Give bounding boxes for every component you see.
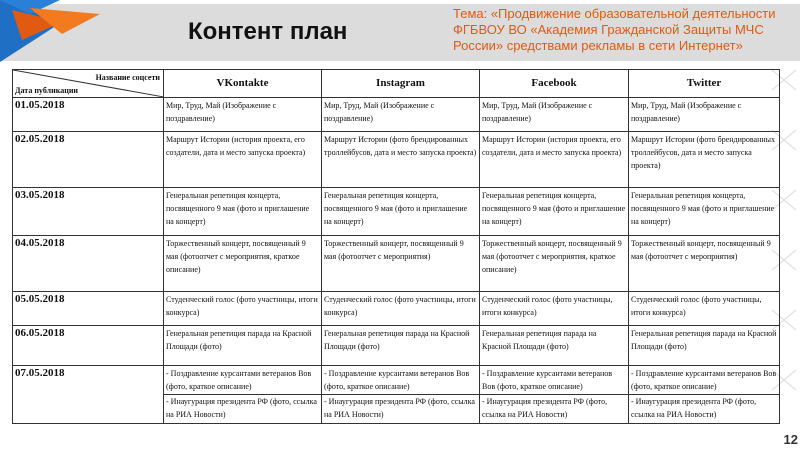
table-cell: [322, 366, 480, 424]
table-cell: [629, 366, 780, 424]
table-row: [13, 98, 780, 132]
content-plan-table: [12, 69, 780, 424]
date-cell: 06.05.2018: [13, 326, 164, 366]
table-cell: Генеральная репетиция парада на Красной Площади (фото): [629, 326, 780, 366]
social-network-label: Название соцсети: [95, 73, 160, 82]
table-cell: Маршрут Истории (фото брендированных троллейбусов, дата и место запуска проекта): [629, 132, 780, 188]
table-cell: Студенческий голос (фото участницы, итоги конкурса): [164, 292, 322, 326]
cell-item: - Инаугурация президента РФ (фото, ссылка на РИА Новости): [631, 397, 757, 419]
table-row: [13, 292, 780, 326]
column-header-vkontakte: VKontakte: [164, 70, 322, 98]
publication-date-label: Дата публикации: [15, 86, 79, 95]
page-number: 12: [783, 432, 798, 447]
table-cell: Маршрут Истории (история проекта, его создатели, дата и место запуска проекта): [164, 132, 322, 188]
table-cell: Генеральная репетиция концерта, посвященного 9 мая (фото и приглашение на концерт): [164, 188, 322, 236]
table-cell: Генеральная репетиция парада на Красной Площади (фото): [322, 326, 480, 366]
cell-item: - Инаугурация президента РФ (фото, ссылка на РИА Новости): [482, 397, 608, 419]
corner-header-cell: [13, 70, 164, 98]
table-cell: Мир, Труд, Май (Изображение с поздравление): [480, 98, 629, 132]
table-cell: Генеральная репетиция концерта, посвященного 9 мая (фото и приглашение на концерт): [480, 188, 629, 236]
table-row: [13, 326, 780, 366]
date-cell: 07.05.2018: [13, 366, 164, 424]
table-row: [13, 366, 780, 424]
table-cell: Генеральная репетиция концерта, посвященного 9 мая (фото и приглашение на концерт): [322, 188, 480, 236]
table-cell: Торжественный концерт, посвященный 9 мая (фотоотчет с мероприятия, краткое описание): [164, 236, 322, 292]
table-cell: [164, 366, 322, 424]
date-cell: 05.05.2018: [13, 292, 164, 326]
date-cell: 01.05.2018: [13, 98, 164, 132]
corner-arrow-logo: [0, 0, 100, 70]
table-cell: Генеральная репетиция парада на Красной Площади (фото): [480, 326, 629, 366]
cell-item: - Поздравление курсантами ветеранов Вов (фото, краткое описание): [480, 367, 628, 395]
table-row: [13, 236, 780, 292]
table-cell: Торжественный концерт, посвященный 9 мая (фотоотчет с мероприятия): [629, 236, 780, 292]
column-header-twitter: Twitter: [629, 70, 780, 98]
table-cell: Мир, Труд, Май (Изображение с поздравление): [629, 98, 780, 132]
cell-item: - Инаугурация президента РФ (фото, ссылка на РИА Новости): [166, 397, 317, 419]
table-cell: Мир, Труд, Май (Изображение с поздравление): [322, 98, 480, 132]
date-cell: 03.05.2018: [13, 188, 164, 236]
table-cell: Торжественный концерт, посвященный 9 мая (фотоотчет с мероприятия, краткое описание): [480, 236, 629, 292]
table-cell: Торжественный концерт, посвященный 9 мая (фотоотчет с мероприятия): [322, 236, 480, 292]
table-cell: Студенческий голос (фото участницы, итоги конкурса): [322, 292, 480, 326]
date-cell: 02.05.2018: [13, 132, 164, 188]
topic-subtitle: Тема: «Продвижение образовательной деятельности ФГБВОУ ВО «Академия Гражданской Защиты МЧС России» средствами рекламы в сети Интернет»: [453, 6, 776, 53]
table-cell: Студенческий голос (фото участницы, итоги конкурса): [480, 292, 629, 326]
page-title: Контент план: [188, 18, 348, 45]
date-cell: 04.05.2018: [13, 236, 164, 292]
table-cell: Маршрут Истории (история проекта, его создатели, дата и место запуска проекта): [480, 132, 629, 188]
cell-item: - Поздравление курсантами ветеранов Вов (фото, краткое описание): [629, 367, 779, 395]
table-row: [13, 132, 780, 188]
cell-item: - Поздравление курсантами ветеранов Вов (фото, краткое описание): [322, 367, 479, 395]
column-header-instagram: Instagram: [322, 70, 480, 98]
table-cell: Мир, Труд, Май (Изображение с поздравление): [164, 98, 322, 132]
table-cell: Маршрут Истории (фото брендированных троллейбусов, дата и место запуска проекта): [322, 132, 480, 188]
table-cell: [480, 366, 629, 424]
table-row: [13, 188, 780, 236]
table-cell: Генеральная репетиция парада на Красной Площади (фото): [164, 326, 322, 366]
column-header-facebook: Facebook: [480, 70, 629, 98]
cell-item: - Поздравление курсантами ветеранов Вов (фото, краткое описание): [164, 367, 321, 395]
table-cell: Генеральная репетиция концерта, посвященного 9 мая (фото и приглашение на концерт): [629, 188, 780, 236]
table-cell: Студенческий голос (фото участницы, итоги конкурса): [629, 292, 780, 326]
cell-item: - Инаугурация президента РФ (фото, ссылка на РИА Новости): [324, 397, 475, 419]
table-header-row: [13, 70, 780, 98]
